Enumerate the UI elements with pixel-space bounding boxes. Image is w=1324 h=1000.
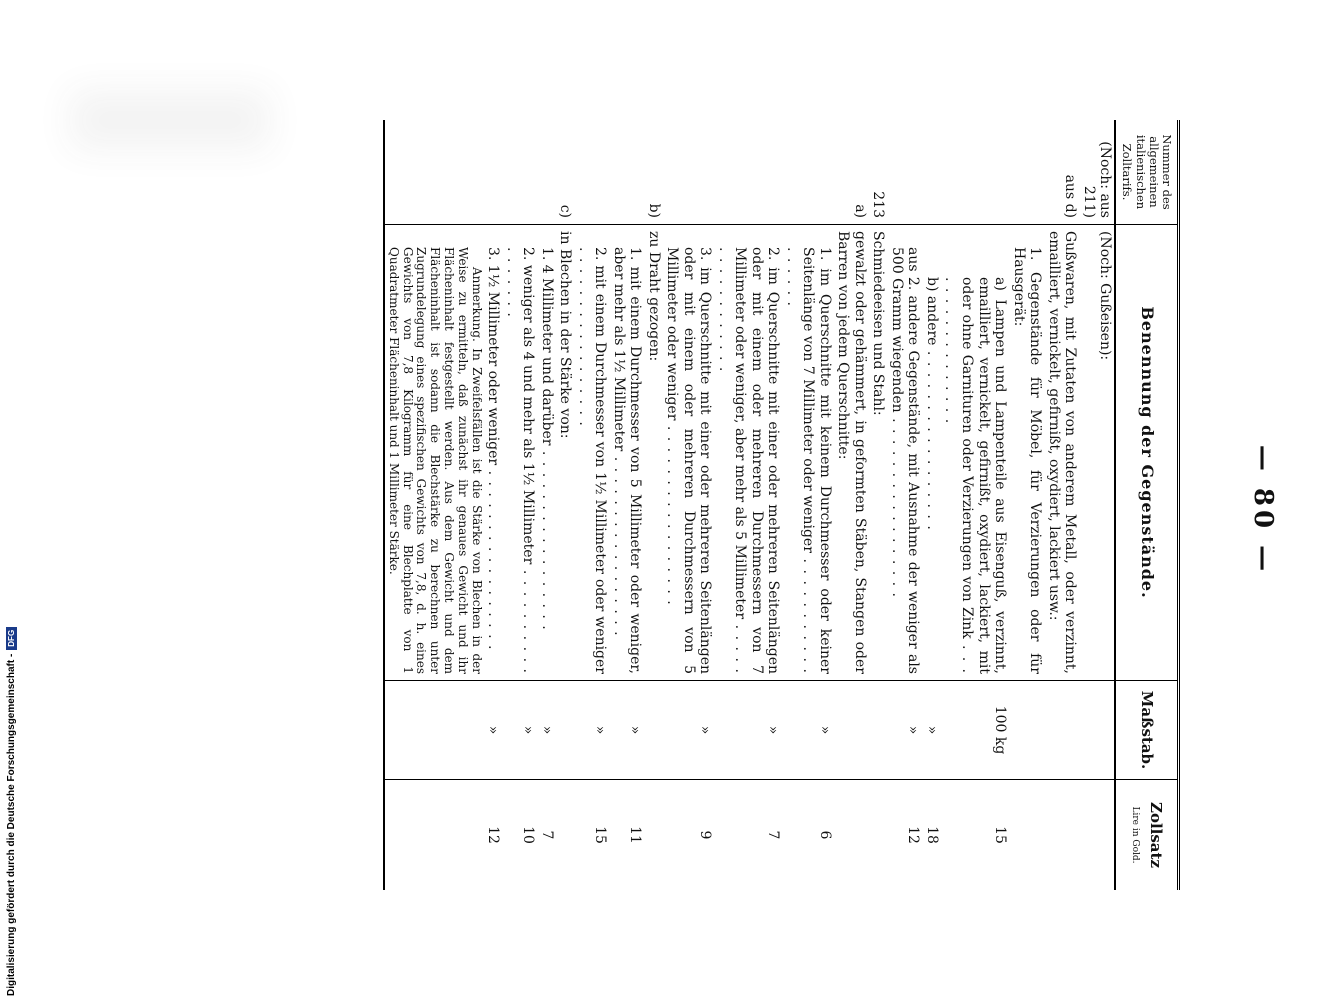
table-body bbox=[384, 120, 1115, 890]
table-row bbox=[1044, 120, 1079, 890]
row-designation bbox=[782, 225, 834, 681]
row-duty-rate bbox=[869, 780, 888, 891]
row-unit bbox=[1009, 681, 1044, 780]
row-unit: 100 kg bbox=[941, 681, 1009, 780]
row-designation-text: in Blechen in der Stärke von: bbox=[557, 231, 574, 439]
row-designation bbox=[663, 225, 715, 681]
row-tariff-number bbox=[887, 120, 922, 225]
row-tariff-number: a) bbox=[834, 120, 869, 225]
table-row bbox=[663, 120, 715, 890]
sidebar-credit bbox=[6, 606, 26, 996]
row-tariff-number bbox=[609, 120, 644, 225]
row-unit: » bbox=[484, 681, 503, 780]
row-tariff-number: b) bbox=[644, 120, 663, 225]
row-duty-rate: 15 bbox=[992, 826, 1009, 844]
header-tariff-number: Nummer des allgemeinen italienischen Zolltarifs. bbox=[1115, 120, 1178, 225]
row-unit bbox=[834, 681, 869, 780]
table-row bbox=[574, 120, 609, 890]
row-designation bbox=[1044, 225, 1079, 681]
row-duty-rate: 15 bbox=[592, 826, 609, 844]
tariff-table bbox=[383, 120, 1180, 890]
row-duty-rate bbox=[834, 780, 869, 891]
row-duty-rate: 18 bbox=[923, 826, 940, 844]
table-row bbox=[556, 120, 575, 890]
row-designation-text: b) andere . . . bbox=[923, 231, 940, 674]
row-duty-rate: 9 bbox=[697, 830, 714, 840]
row-designation-text: (Noch: Gußeisen): bbox=[1097, 231, 1114, 361]
page-number: — 80 — bbox=[1248, 444, 1278, 576]
header-unit: Maßstab. bbox=[1115, 681, 1178, 780]
header-duty-rate-label: Zollsatz bbox=[1146, 802, 1165, 868]
row-duty-rate: 11 bbox=[627, 826, 644, 844]
row-tariff-number bbox=[922, 120, 941, 225]
credit-text: Digitalisierung gefördert durch die Deutsche Forschungsgemeinschaft - bbox=[6, 653, 17, 996]
row-designation bbox=[502, 225, 537, 681]
row-designation-text: aus 2. andere Gegenstände, mit Ausnahme der weniger als 500 Gramm wiegenden . . . bbox=[888, 231, 921, 674]
row-designation-text: 3. im Querschnitte mit einer oder mehreren Seitenlängen oder mit einem oder mehreren Durchmessern von 5 Millimeter oder weniger . . . bbox=[664, 231, 714, 674]
row-unit: » bbox=[714, 681, 782, 780]
row-designation-text: 2. weniger als 4 und mehr als 1½ Millimeter . . . bbox=[503, 231, 536, 674]
table-row bbox=[484, 120, 503, 890]
row-tariff-number bbox=[1009, 120, 1044, 225]
row-tariff-number bbox=[502, 120, 537, 225]
row-duty-rate bbox=[384, 780, 484, 891]
row-duty-rate: 12 bbox=[485, 826, 502, 844]
row-unit: » bbox=[782, 681, 834, 780]
table-row bbox=[502, 120, 537, 890]
table-row bbox=[834, 120, 869, 890]
row-designation bbox=[556, 225, 575, 681]
row-unit bbox=[556, 681, 575, 780]
table-row bbox=[644, 120, 663, 890]
row-designation bbox=[609, 225, 644, 681]
row-duty-rate: 6 bbox=[816, 830, 833, 840]
row-designation-text: zu Draht gezogen: bbox=[645, 231, 662, 362]
row-designation-text: a) Lampen und Lampenteile aus Eisenguß, verzinnt, emailliert, vernickelt, gefirnißt, oxydiert, lackiert, mit oder ohne Garnituren oder Verzierungen von Zink . . . bbox=[942, 231, 1008, 674]
row-designation-text: 2. im Querschnitte mit einer oder mehreren Seitenlängen oder mit einem oder mehreren Durchmessern von 7 Millimeter oder weniger, aber mehr als 5 Millimeter . . . bbox=[715, 231, 781, 674]
row-designation-text: Gußwaren, mit Zutaten von anderem Metall, oder verzinnt, emailliert, vernickelt, gefirnißt, oxydiert, lackiert usw.: bbox=[1045, 231, 1079, 674]
row-tariff-number bbox=[384, 120, 484, 225]
row-designation-text: Schmiedeeisen und Stahl: bbox=[870, 231, 887, 416]
row-duty-rate bbox=[1009, 780, 1044, 891]
row-duty-rate bbox=[556, 780, 575, 891]
row-duty-rate bbox=[644, 780, 663, 891]
row-tariff-number bbox=[484, 120, 503, 225]
row-designation bbox=[714, 225, 782, 681]
row-tariff-number: (Noch: aus 211) bbox=[1079, 120, 1115, 225]
table-row bbox=[887, 120, 922, 890]
header-duty-currency: Lire in Gold. bbox=[1130, 806, 1141, 864]
row-designation-text: 1. im Querschnitte mit keinem Durchmesser oder keiner Seitenlänge von 7 Millimeter oder weniger . . . bbox=[783, 231, 833, 674]
row-designation-text: 1. mit einem Durchmesser von 5 Millimeter oder weniger, aber mehr als 1½ Millimeter . . . bbox=[610, 231, 643, 674]
row-tariff-number: c) bbox=[556, 120, 575, 225]
row-unit bbox=[1044, 681, 1079, 780]
row-unit: » bbox=[887, 681, 922, 780]
row-designation bbox=[384, 225, 484, 681]
row-designation bbox=[834, 225, 869, 681]
row-unit bbox=[644, 681, 663, 780]
row-designation-text: 1. Gegenstände für Möbel, für Verzierungen oder für Hausgerät: bbox=[1010, 247, 1044, 674]
row-designation bbox=[922, 225, 941, 681]
row-tariff-number bbox=[574, 120, 609, 225]
row-designation bbox=[1009, 225, 1044, 681]
table-row bbox=[384, 120, 484, 890]
row-tariff-number bbox=[941, 120, 1009, 225]
row-tariff-number bbox=[782, 120, 834, 225]
row-unit: » bbox=[922, 681, 941, 780]
row-duty-rate bbox=[1044, 780, 1079, 891]
header-designation: Benennung der Gegenstände. bbox=[1115, 225, 1178, 681]
row-designation bbox=[644, 225, 663, 681]
row-tariff-number bbox=[537, 120, 556, 225]
row-duty-rate: 7 bbox=[765, 830, 782, 840]
row-designation-text: 1. 4 Millimeter und darüber . . . bbox=[538, 231, 555, 674]
row-tariff-number: aus d) bbox=[1044, 120, 1079, 225]
row-designation bbox=[1079, 225, 1115, 681]
row-unit: » bbox=[537, 681, 556, 780]
row-designation bbox=[537, 225, 556, 681]
row-designation bbox=[887, 225, 922, 681]
table-row bbox=[1079, 120, 1115, 890]
dfg-logo: DFG bbox=[6, 627, 17, 650]
row-unit bbox=[1079, 681, 1115, 780]
table-row bbox=[537, 120, 556, 890]
row-unit: » bbox=[663, 681, 715, 780]
table-row bbox=[1009, 120, 1044, 890]
rotated-page bbox=[120, 120, 1278, 900]
table-row bbox=[782, 120, 834, 890]
row-unit bbox=[384, 681, 484, 780]
row-unit bbox=[869, 681, 888, 780]
row-designation bbox=[869, 225, 888, 681]
row-designation bbox=[941, 225, 1009, 681]
table-row bbox=[714, 120, 782, 890]
row-duty-rate: 7 bbox=[538, 830, 555, 840]
row-designation-text: gewalzt oder gehämmert, in geformten Stäben, Stangen oder Barren von jedem Querschnitte: bbox=[835, 231, 868, 674]
table-row bbox=[941, 120, 1009, 890]
row-unit: » bbox=[609, 681, 644, 780]
row-tariff-number: 213 bbox=[869, 120, 888, 225]
row-tariff-number bbox=[714, 120, 782, 225]
table-row bbox=[609, 120, 644, 890]
row-designation-text: 2. mit einem Durchmesser von 1½ Millimeter oder weniger . . . bbox=[575, 231, 608, 674]
row-duty-rate bbox=[1079, 780, 1115, 891]
table-row bbox=[869, 120, 888, 890]
row-duty-rate: 10 bbox=[520, 826, 537, 844]
row-designation bbox=[574, 225, 609, 681]
row-unit: » bbox=[574, 681, 609, 780]
table-row bbox=[922, 120, 941, 890]
row-unit: » bbox=[502, 681, 537, 780]
row-tariff-number bbox=[663, 120, 715, 225]
credit-line bbox=[6, 627, 17, 996]
row-designation bbox=[484, 225, 503, 681]
row-duty-rate: 12 bbox=[905, 826, 922, 844]
header-duty-rate bbox=[1115, 780, 1178, 891]
table-header-row bbox=[1115, 120, 1178, 890]
row-designation-text: 3. 1½ Millimeter oder weniger . . . bbox=[485, 231, 502, 674]
row-designation-text: Anmerkung. In Zweifelsfällen ist die Stärke von Blechen in der Weise zu ermitteln, daß zunächst ihr genaues Gewicht und ihr Flächeninhalt festgestellt werden. Aus dem Gewicht und dem Flächeninhalt ist sodann die Blechstärke zu berechnen unter Zugrundelegung eines spezifischen Gewichts von 7,8, d. h. eines Gewichts von 7,8 Kilogramm für eine Blechplatte von 1 Quadratmeter Flächeninhalt und 1 Millimeter Stärke. bbox=[386, 247, 484, 674]
